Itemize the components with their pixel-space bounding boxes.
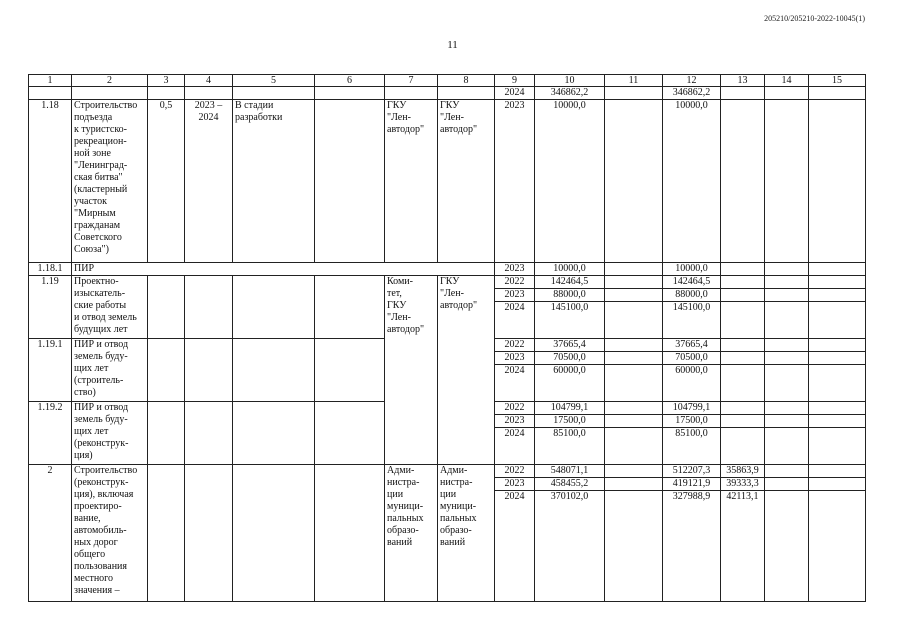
value-cell: 37665,4 xyxy=(535,339,605,352)
value-cell: 548071,1 xyxy=(535,465,605,478)
col-header: 13 xyxy=(721,75,765,87)
header-row xyxy=(29,75,866,87)
row-number: 2 xyxy=(29,465,72,602)
status-cell: В стадии разработки xyxy=(233,100,315,263)
value-cell: 346862,2 xyxy=(535,87,605,100)
table-row xyxy=(29,276,866,289)
value-cell: 512207,3 xyxy=(663,465,721,478)
value-cell: 10000,0 xyxy=(663,263,721,276)
value-cell: 60000,0 xyxy=(663,365,721,402)
value-cell: 88000,0 xyxy=(535,289,605,302)
value-cell: 370102,0 xyxy=(535,491,605,602)
year-cell: 2023 xyxy=(495,100,535,263)
period-cell: 2023 – 2024 xyxy=(185,100,233,263)
col-header: 3 xyxy=(148,75,185,87)
value-cell: 70500,0 xyxy=(663,352,721,365)
year-cell: 2024 xyxy=(495,428,535,465)
col-header: 6 xyxy=(315,75,385,87)
customer-cell: ГКУ "Лен- автодор" xyxy=(385,100,438,263)
value-cell: 60000,0 xyxy=(535,365,605,402)
col-header: 15 xyxy=(809,75,866,87)
col-header: 7 xyxy=(385,75,438,87)
value-cell: 39333,3 xyxy=(721,478,765,491)
year-cell: 2023 xyxy=(495,289,535,302)
contractor-cell: Адми- нистра- ции муници- пальных образо- ваний xyxy=(438,465,495,602)
value-cell: 37665,4 xyxy=(663,339,721,352)
document-id: 205210/205210-2022-10045(1) xyxy=(764,14,865,23)
value-cell: 35863,9 xyxy=(721,465,765,478)
value-cell: 88000,0 xyxy=(663,289,721,302)
customer-cell: Адми- нистра- ции муници- пальных образо- ваний xyxy=(385,465,438,602)
length-cell: 0,5 xyxy=(148,100,185,263)
table-row xyxy=(29,87,866,100)
col-header: 12 xyxy=(663,75,721,87)
table-row xyxy=(29,100,866,263)
row-title: Строительство (реконструк- ция), включая проектиро- вание, автомобиль- ных дорог общего пользования местного значения – xyxy=(72,465,148,602)
page-number: 11 xyxy=(447,39,458,51)
value-cell: 42113,1 xyxy=(721,491,765,602)
col-header: 2 xyxy=(72,75,148,87)
value-cell: 142464,5 xyxy=(663,276,721,289)
value-cell: 10000,0 xyxy=(535,100,605,263)
col-header: 11 xyxy=(605,75,663,87)
year-cell: 2024 xyxy=(495,491,535,602)
value-cell: 346862,2 xyxy=(663,87,721,100)
col-header: 9 xyxy=(495,75,535,87)
table-row xyxy=(29,465,866,478)
value-cell: 10000,0 xyxy=(663,100,721,263)
year-cell: 2023 xyxy=(495,263,535,276)
year-cell: 2024 xyxy=(495,365,535,402)
contractor-cell: ГКУ "Лен- автодор" xyxy=(438,100,495,263)
value-cell: 70500,0 xyxy=(535,352,605,365)
col-header: 14 xyxy=(765,75,809,87)
value-cell: 104799,1 xyxy=(663,402,721,415)
value-cell: 145100,0 xyxy=(663,302,721,339)
year-cell: 2022 xyxy=(495,465,535,478)
row-title: ПИР xyxy=(72,263,495,276)
value-cell: 17500,0 xyxy=(663,415,721,428)
year-cell: 2023 xyxy=(495,478,535,491)
row-title: ПИР и отвод земель буду- щих лет (реконструк- ция) xyxy=(72,402,148,465)
value-cell: 17500,0 xyxy=(535,415,605,428)
row-number: 1.19 xyxy=(29,276,72,339)
col-header: 8 xyxy=(438,75,495,87)
value-cell: 458455,2 xyxy=(535,478,605,491)
value-cell: 10000,0 xyxy=(535,263,605,276)
year-cell: 2023 xyxy=(495,352,535,365)
data-table xyxy=(28,74,866,602)
table-row xyxy=(29,263,866,276)
col-header: 5 xyxy=(233,75,315,87)
row-number: 1.18.1 xyxy=(29,263,72,276)
value-cell: 142464,5 xyxy=(535,276,605,289)
col-header: 4 xyxy=(185,75,233,87)
year-cell: 2022 xyxy=(495,339,535,352)
value-cell: 327988,9 xyxy=(663,491,721,602)
value-cell: 85100,0 xyxy=(535,428,605,465)
contractor-cell: ГКУ "Лен- автодор" xyxy=(438,276,495,465)
col-header: 10 xyxy=(535,75,605,87)
row-title: Строительство подъезда к туристско- рекреацион- ной зоне "Ленинград- ская битва" (кластерный участок "Мирным гражданам Советского Союза") xyxy=(72,100,148,263)
year-cell: 2024 xyxy=(495,302,535,339)
row-number: 1.19.1 xyxy=(29,339,72,402)
row-number: 1.19.2 xyxy=(29,402,72,465)
value-cell: 85100,0 xyxy=(663,428,721,465)
row-title: Проектно- изыскатель- ские работы и отвод земель будущих лет xyxy=(72,276,148,339)
year-cell: 2022 xyxy=(495,276,535,289)
year-cell: 2023 xyxy=(495,415,535,428)
row-number: 1.18 xyxy=(29,100,72,263)
year-cell: 2024 xyxy=(495,87,535,100)
value-cell: 419121,9 xyxy=(663,478,721,491)
value-cell: 104799,1 xyxy=(535,402,605,415)
col-header: 1 xyxy=(29,75,72,87)
year-cell: 2022 xyxy=(495,402,535,415)
row-title: ПИР и отвод земель буду- щих лет (строитель- ство) xyxy=(72,339,148,402)
value-cell: 145100,0 xyxy=(535,302,605,339)
customer-cell: Коми- тет, ГКУ "Лен- автодор" xyxy=(385,276,438,465)
